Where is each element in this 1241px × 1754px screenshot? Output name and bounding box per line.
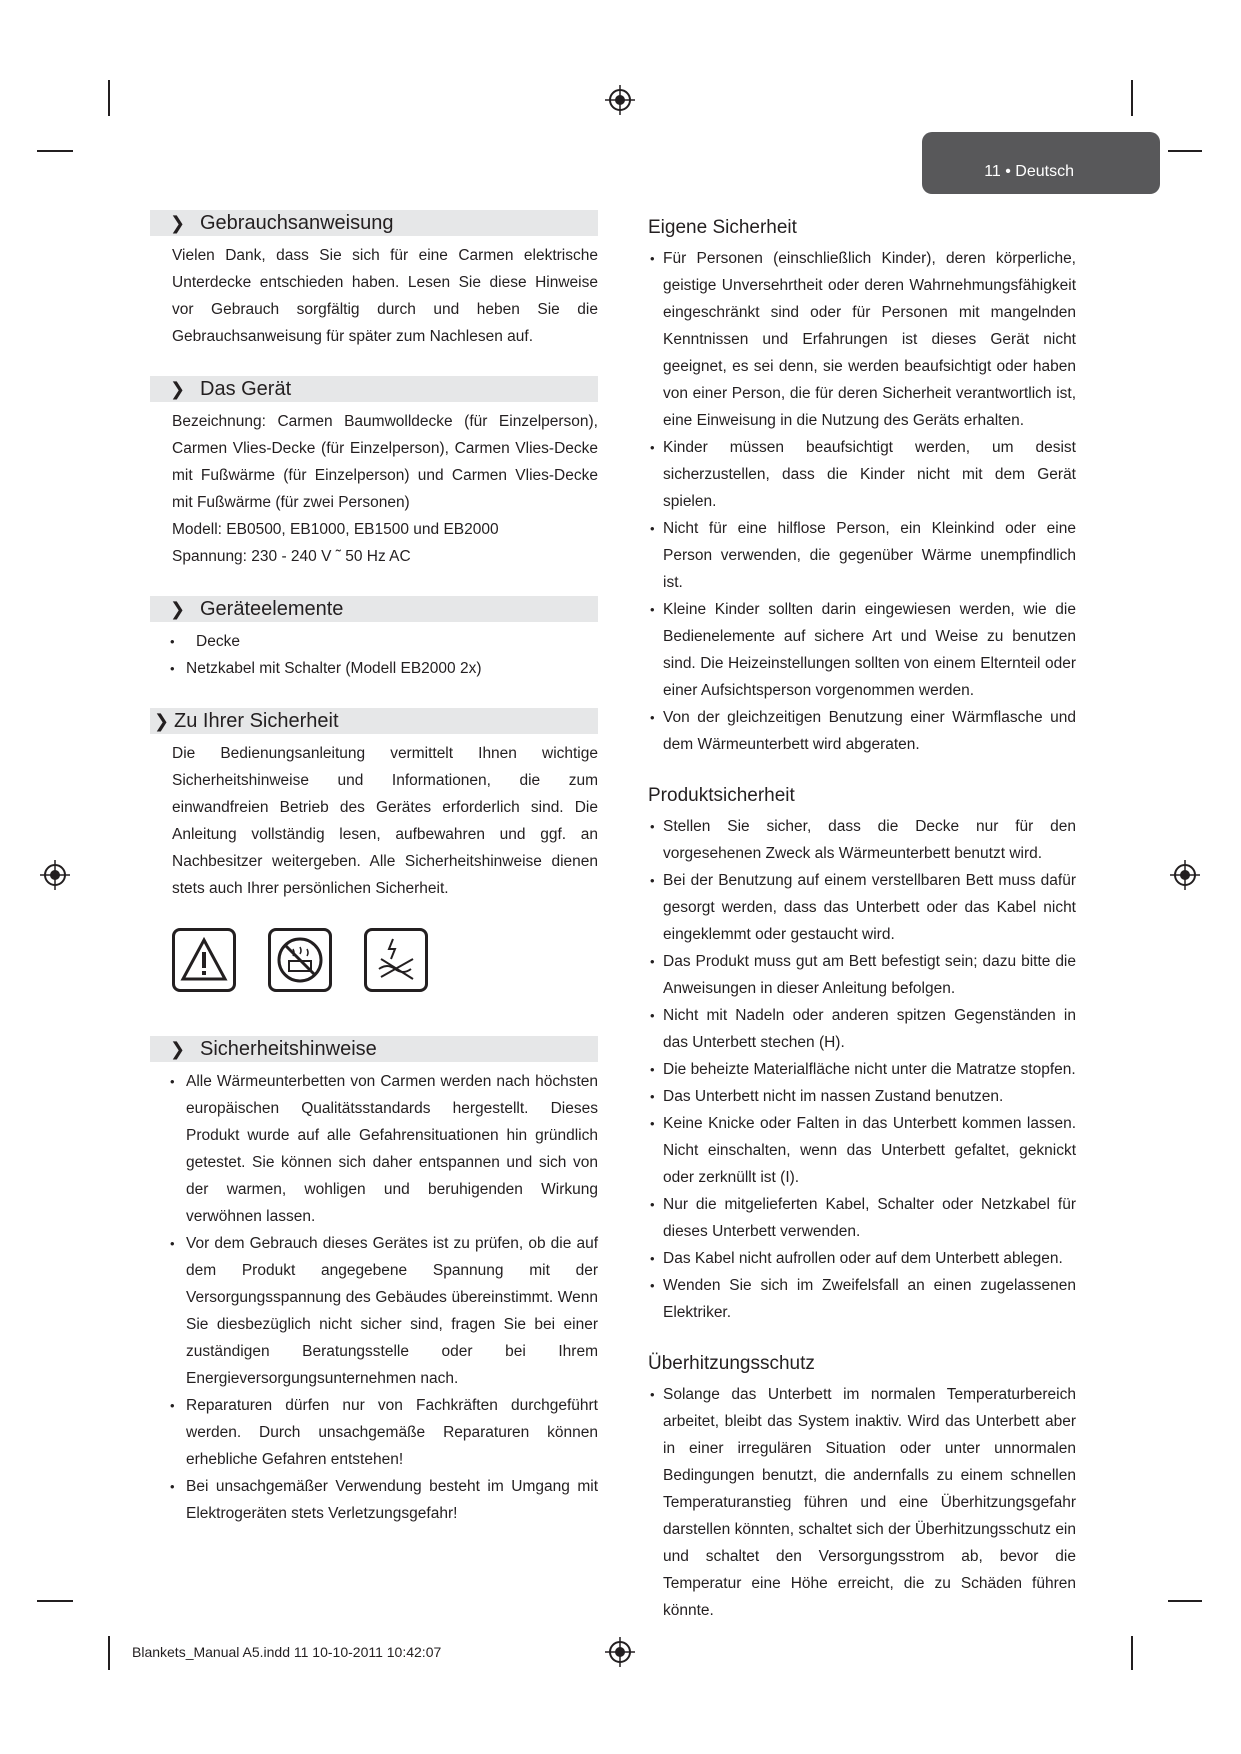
device-description: Bezeichnung: Carmen Baumwolldecke (für Einzelperson), Carmen Vlies-Decke (für Einzelperson), Carmen Vlies-Decke mit Fußwärme (für Einzelperson) und Carmen Vlies-Decke mit Fußwärme (für zwei Personen): [172, 413, 598, 511]
list-item: • Wenden Sie sich im Zweifelsfall an einen zugelassenen Elektriker.: [648, 1272, 1076, 1326]
print-slug: Blankets_Manual A5.indd 11 10-10-2011 10:42:07: [132, 1644, 442, 1660]
section-heading-hinweise: ❯ Sicherheitshinweise: [150, 1036, 598, 1062]
no-needles-icon: [364, 928, 428, 992]
list-item: • Kinder müssen beaufsichtigt werden, um desist sicherzustellen, dass die Kinder nicht mit dem Gerät spielen.: [648, 434, 1076, 515]
list-item: • Keine Knicke oder Falten in das Unterbett kommen lassen. Nicht einschalten, wenn das Unterbett gefaltet, geknickt oder zerknüllt ist (I).: [648, 1110, 1076, 1191]
page-number-tab: [922, 132, 1160, 194]
chevron-right-icon: ❯: [170, 379, 186, 399]
chevron-right-icon: ❯: [154, 711, 170, 731]
list-item: • Kleine Kinder sollten darin eingewiesen werden, wie die Bedienelemente auf sichere Art und Weise zu benutzen sind. Die Heizeinstellungen sollten von einem Elternteil oder einer Aufsichtsperson vorgenommen werden.: [648, 596, 1076, 704]
product-safety-list: [648, 813, 1076, 1326]
chevron-right-icon: ❯: [170, 1039, 186, 1059]
list-item: • Das Unterbett nicht im nassen Zustand benutzen.: [648, 1083, 1076, 1110]
list-item: • Das Kabel nicht aufrollen oder auf dem Unterbett ablegen.: [648, 1245, 1076, 1272]
registration-mark-icon: [1170, 860, 1200, 890]
list-item: • Stellen Sie sicher, dass die Decke nur für den vorgesehenen Zweck als Wärmeunterbett benutzt wird.: [648, 813, 1076, 867]
registration-mark-icon: [40, 860, 70, 890]
safety-hints-list: [150, 1068, 598, 1527]
list-item: • Die beheizte Materialfläche nicht unter die Matratze stopfen.: [648, 1056, 1076, 1083]
chevron-right-icon: ❯: [170, 213, 186, 233]
list-item: • Nur die mitgelieferten Kabel, Schalter oder Netzkabel für dieses Unterbett verwenden.: [648, 1191, 1076, 1245]
list-item: • Vor dem Gebrauch dieses Gerätes ist zu prüfen, ob die auf dem Produkt angegebene Spannung mit der Versorgungsspannung des Gebäudes übereinstimmt. Wenn Sie diesbezüglich nicht sicher sind, fragen Sie bei einer zuständigen Beratungsstelle oder bei Ihrem Energieversorgungsunternehmen nach.: [150, 1230, 598, 1392]
list-item: • Nicht für eine hilflose Person, ein Kleinkind oder eine Person verwenden, die gegenüber Wärme unempfindlich ist.: [648, 515, 1076, 596]
list-item: • Für Personen (einschließlich Kinder), deren körperliche, geistige Unversehrtheit oder deren Wahrnehmungsfähigkeit eingeschränkt sind oder für Personen mit mangelnden Kenntnissen und Erfahrungen ist dieses Gerät nicht geeignet, es sei denn, sie werden beaufsichtigt oder haben von einer Person, die für deren Sicherheit verantwortlich ist, eine Einweisung in die Nutzung des Geräts erhalten.: [648, 245, 1076, 434]
page-number-label: 11 • Deutsch: [984, 163, 1074, 180]
own-safety-list: [648, 245, 1076, 758]
list-item: • Nicht mit Nadeln oder anderen spitzen Gegenständen in das Unterbett stechen (H).: [648, 1002, 1076, 1056]
list-item: • Bei der Benutzung auf einem verstellbaren Bett muss dafür gesorgt werden, dass das Unterbett oder das Kabel nicht eingeklemmt oder gestaucht wird.: [648, 867, 1076, 948]
device-model: Modell: EB0500, EB1000, EB1500 und EB2000: [172, 521, 499, 538]
heading-ueberhitzungsschutz: Überhitzungsschutz: [648, 1353, 815, 1374]
heading-produktsicherheit: Produktsicherheit: [648, 785, 795, 806]
crop-mark-top-left-h: [37, 150, 73, 152]
crop-mark-top-left: [108, 80, 110, 116]
safety-icons: [172, 928, 598, 998]
right-column: [648, 214, 1076, 1624]
intro-paragraph: Vielen Dank, dass Sie sich für eine Carmen elektrische Unterdecke entschieden haben. Lesen Sie diese Hinweise vor Gebrauch sorgfältig durch und heben Sie die Gebrauchsanweisung für später zum Nachlesen auf.: [172, 247, 598, 345]
section-heading-gebrauchsanweisung: ❯ Gebrauchsanweisung: [150, 210, 598, 236]
crop-mark-top-right: [1131, 80, 1133, 116]
heading-eigene-sicherheit: Eigene Sicherheit: [648, 217, 797, 238]
crop-mark-bottom-left: [108, 1636, 110, 1670]
overheat-list: [648, 1381, 1076, 1624]
list-item: • Bei unsachgemäßer Verwendung besteht im Umgang mit Elektrogeräten stets Verletzungsgefahr!: [150, 1473, 598, 1527]
registration-mark-icon: [605, 1637, 635, 1667]
list-item: • Das Produkt muss gut am Bett befestigt sein; dazu bitte die Anweisungen in dieser Anleitung befolgen.: [648, 948, 1076, 1002]
section-heading-sicherheit: ❯ Zu Ihrer Sicherheit: [150, 708, 598, 734]
safety-intro: Die Bedienungsanleitung vermittelt Ihnen wichtige Sicherheitshinweise und Informationen, die zum einwandfreien Betrieb des Gerätes erforderlich sind. Die Anleitung vollständig lesen, aufbewahren und ggf. an Nachbesitzer weitergeben. Alle Sicherheitshinweise dienen stets auch Ihrer persönlichen Sicherheit.: [172, 745, 598, 897]
list-item: • Von der gleichzeitigen Benutzung einer Wärmflasche und dem Wärmeunterbett wird abgeraten.: [648, 704, 1076, 758]
list-item: • Decke: [150, 628, 598, 655]
registration-mark-icon: [605, 85, 635, 115]
list-item: • Alle Wärmeunterbetten von Carmen werden nach höchsten europäischen Qualitätsstandards hergestellt. Dieses Produkt wurde auf alle Gefahrensituationen hin gründlich getestet. Sie können sich daher entspannen und sich von der warmen, wohligen und beruhigenden Wirkung verwöhnen lassen.: [150, 1068, 598, 1230]
crop-mark-bottom-right-h: [1168, 1600, 1202, 1602]
crop-mark-bottom-left-h: [37, 1600, 73, 1602]
no-wet-use-icon: [268, 928, 332, 992]
warning-triangle-icon: [172, 928, 236, 992]
list-item: • Solange das Unterbett im normalen Temperaturbereich arbeitet, bleibt das System inaktiv. Wird das Unterbett aber in einer irregulären Situation oder unter unnormalen Bedingungen benutzt, die andernfalls zu einem schnellen Temperaturanstieg führen und eine Überhitzungsgefahr darstellen könnten, schaltet sich der Überhitzungsschutz ein und schaltet den Versorgungsstrom ab, bevor die Temperatur eine Höhe erreicht, die zu Schäden führen könnte.: [648, 1381, 1076, 1624]
list-item: • Netzkabel mit Schalter (Modell EB2000 2x): [150, 655, 598, 682]
chevron-right-icon: ❯: [170, 599, 186, 619]
crop-mark-bottom-right: [1131, 1636, 1133, 1670]
elements-list: [150, 628, 598, 682]
section-heading-geraet: ❯ Das Gerät: [150, 376, 598, 402]
left-column: [150, 210, 598, 1527]
section-heading-elemente: ❯ Geräteelemente: [150, 596, 598, 622]
device-voltage: Spannung: 230 - 240 V ˜ 50 Hz AC: [172, 548, 411, 565]
crop-mark-top-right-h: [1168, 150, 1202, 152]
list-item: • Reparaturen dürfen nur von Fachkräften durchgeführt werden. Durch unsachgemäße Reparaturen können erhebliche Gefahren entstehen!: [150, 1392, 598, 1473]
